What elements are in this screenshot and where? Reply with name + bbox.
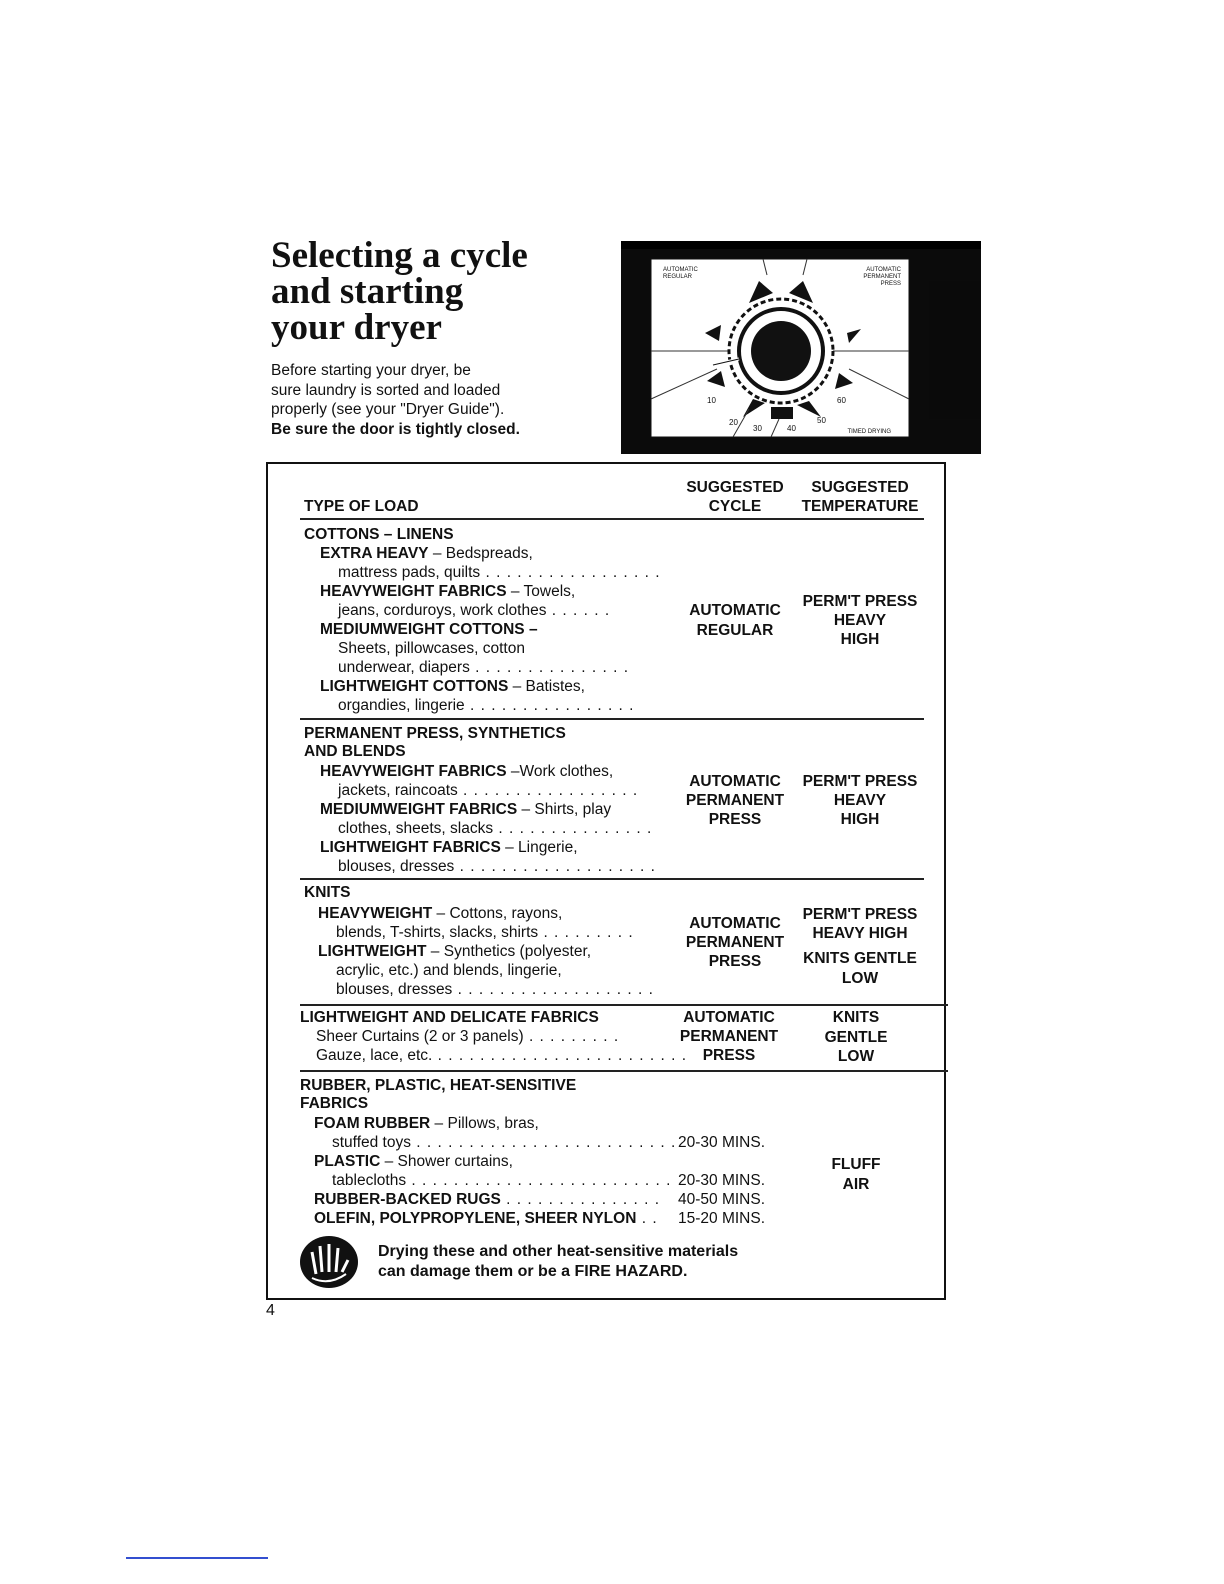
load-text: – Pillows, bras,	[430, 1115, 539, 1132]
load-text: Gauze, lace, etc.	[316, 1047, 433, 1064]
load-term: HEAVYWEIGHT FABRICS	[320, 583, 507, 600]
column-header-temperature: TEMPERATURE	[801, 498, 919, 515]
intro-warning-line: Be sure the door is tightly closed.	[271, 420, 520, 438]
page-title	[271, 235, 591, 348]
load-text: tablecloths	[332, 1172, 407, 1189]
dial-label: AUTOMATIC	[866, 267, 901, 273]
suggested-temperature: PERM'T PRESS	[802, 906, 918, 923]
suggested-temperature: KNITS GENTLE	[803, 950, 917, 967]
load-line	[320, 762, 613, 781]
suggested-cycle: PRESS	[708, 953, 762, 970]
suggested-temperature: HIGH	[840, 631, 880, 648]
load-line	[338, 639, 525, 658]
intro-line: sure laundry is sorted and loaded	[271, 381, 501, 399]
drying-time: 40-50 MINS.	[678, 1191, 766, 1208]
load-text: Sheer Curtains (2 or 3 panels)	[316, 1028, 524, 1045]
load-line: organdies, lingerie . . . . . . . . . . . . . . . .	[338, 697, 635, 714]
column-header-temperature: SUGGESTED	[811, 479, 909, 496]
section-heading: RUBBER, PLASTIC, HEAT-SENSITIVE	[300, 1077, 577, 1094]
load-text: –Work clothes,	[506, 763, 614, 780]
dial-minute-label: 50	[817, 416, 826, 425]
section-heading: PERMANENT PRESS, SYNTHETICS	[304, 725, 566, 742]
suggested-cycle: PRESS	[702, 1047, 756, 1064]
load-text: – Bedspreads,	[428, 545, 533, 562]
drying-time: 15-20 MINS.	[678, 1210, 766, 1227]
suggested-temperature: LOW	[841, 970, 879, 987]
suggested-cycle: REGULAR	[696, 622, 774, 639]
load-term: EXTRA HEAVY	[320, 545, 429, 562]
drying-time: 20-30 MINS.	[678, 1134, 766, 1151]
load-text: acrylic, etc.) and blends, lingerie,	[336, 962, 562, 979]
load-line: blouses, dresses . . . . . . . . . . . . . . . . . . .	[336, 981, 654, 998]
load-line	[318, 942, 591, 961]
load-text: mattress pads, quilts	[338, 564, 481, 581]
suggested-cycle: AUTOMATIC	[689, 773, 781, 790]
suggested-temperature: KNITS	[832, 1009, 880, 1026]
load-line	[314, 1152, 513, 1171]
cycle-selection-table	[266, 462, 946, 1300]
load-text: stuffed toys	[332, 1134, 411, 1151]
load-line: underwear, diapers . . . . . . . . . . . . . . .	[338, 659, 630, 676]
load-term: HEAVYWEIGHT	[318, 905, 433, 922]
suggested-temperature: PERM'T PRESS	[802, 773, 918, 790]
section-heading: KNITS	[304, 884, 351, 901]
dial-minute-label: 60	[837, 396, 846, 405]
suggested-temperature: HEAVY HIGH	[812, 925, 908, 942]
load-line: Gauze, lace, etc. . . . . . . . . . . . . . . . . . . . . . . . .	[316, 1047, 688, 1064]
suggested-cycle: PRESS	[708, 811, 762, 828]
intro-line: Before starting your dryer, be	[271, 362, 471, 379]
load-term: FOAM RUBBER	[314, 1115, 431, 1132]
load-text: Sheets, pillowcases, cotton	[338, 640, 525, 657]
hand-warning-icon	[298, 1234, 360, 1290]
suggested-cycle: AUTOMATIC	[689, 602, 781, 619]
title-line: Selecting a cycle	[271, 235, 528, 276]
load-line	[318, 904, 562, 923]
divider	[300, 1070, 948, 1072]
column-header-cycle: SUGGESTED	[686, 479, 784, 496]
load-line: mattress pads, quilts . . . . . . . . . . . . . . . . .	[338, 564, 661, 581]
load-text: – Batistes,	[508, 678, 585, 695]
dial-label: PRESS	[880, 281, 901, 287]
load-line	[336, 961, 562, 980]
dial-label: AUTOMATIC	[663, 267, 698, 273]
load-text: – Lingerie,	[500, 839, 578, 856]
load-term: LIGHTWEIGHT	[318, 943, 427, 960]
divider	[300, 878, 924, 880]
suggested-cycle: PERMANENT	[679, 1028, 779, 1045]
suggested-cycle: AUTOMATIC	[689, 915, 781, 932]
load-text: – Shirts, play	[517, 801, 612, 818]
suggested-temperature: HIGH	[840, 811, 880, 828]
load-line	[320, 620, 538, 639]
intro-line: properly (see your "Dryer Guide").	[271, 401, 505, 418]
load-line: RUBBER-BACKED RUGS . . . . . . . . . . . . . . .	[314, 1191, 661, 1208]
load-text: – Cottons, rayons,	[432, 905, 563, 922]
load-term: PLASTIC	[314, 1153, 381, 1170]
dial-minute-label: 10	[707, 396, 716, 405]
section-heading: COTTONS – LINENS	[304, 526, 454, 543]
load-line	[314, 1114, 539, 1133]
load-line	[320, 838, 578, 857]
load-line: blouses, dresses . . . . . . . . . . . . . . . . . . .	[338, 858, 656, 875]
suggested-temperature: AIR	[842, 1176, 870, 1193]
load-text: blends, T-shirts, slacks, shirts	[336, 924, 539, 941]
load-line: jackets, raincoats . . . . . . . . . . . . . . . . .	[338, 782, 639, 799]
suggested-temperature: GENTLE	[824, 1029, 888, 1046]
load-line: Sheer Curtains (2 or 3 panels) . . . . . . . . .	[316, 1028, 620, 1045]
suggested-temperature: PERM'T PRESS	[802, 593, 918, 610]
load-line: OLEFIN, POLYPROPYLENE, SHEER NYLON . .	[314, 1210, 658, 1227]
divider	[300, 718, 924, 720]
load-term: RUBBER-BACKED RUGS	[314, 1191, 501, 1208]
dial-minute-label: 30	[753, 424, 762, 433]
load-line	[320, 582, 575, 601]
load-text: jackets, raincoats	[338, 782, 458, 799]
fire-hazard-warning: can damage them or be a FIRE HAZARD.	[378, 1263, 688, 1280]
drying-time: 20-30 MINS.	[678, 1172, 766, 1189]
load-text: jeans, corduroys, work clothes	[338, 602, 547, 619]
divider	[300, 518, 924, 520]
divider	[300, 1004, 948, 1006]
dial-minute-label: 40	[787, 424, 796, 433]
load-line	[320, 677, 585, 696]
load-term: MEDIUMWEIGHT FABRICS	[320, 801, 518, 818]
load-line: stuffed toys . . . . . . . . . . . . . . . . . . . . . . . . .	[332, 1134, 677, 1151]
load-term: LIGHTWEIGHT FABRICS	[320, 839, 501, 856]
suggested-cycle: PERMANENT	[685, 934, 785, 951]
dial-label: REGULAR	[663, 274, 693, 280]
suggested-temperature: HEAVY	[833, 612, 887, 629]
dial-label: PERMANENT	[863, 274, 901, 280]
load-line: blends, T-shirts, slacks, shirts . . . . . . . . .	[336, 924, 634, 941]
intro-text	[271, 361, 601, 439]
load-text: underwear, diapers	[338, 659, 470, 676]
load-term: OLEFIN, POLYPROPYLENE, SHEER NYLON	[314, 1210, 637, 1227]
dryer-control-dial-illustration	[621, 241, 981, 454]
load-term: MEDIUMWEIGHT COTTONS –	[320, 621, 538, 638]
suggested-temperature: HEAVY	[833, 792, 887, 809]
fire-hazard-warning: Drying these and other heat-sensitive materials	[378, 1243, 739, 1260]
column-header-cycle: CYCLE	[708, 498, 762, 515]
load-term: LIGHTWEIGHT COTTONS	[320, 678, 509, 695]
load-line: clothes, sheets, slacks . . . . . . . . . . . . . . .	[338, 820, 653, 837]
load-text: – Towels,	[506, 583, 576, 600]
page-number: 4	[266, 1302, 275, 1319]
section-heading: AND BLENDS	[304, 743, 406, 760]
load-line	[320, 800, 611, 819]
dial-minute-label: 20	[729, 418, 738, 427]
load-line	[320, 544, 533, 563]
load-text: blouses, dresses	[338, 858, 455, 875]
title-line: and starting	[271, 271, 464, 312]
section-heading: FABRICS	[300, 1095, 369, 1112]
column-header-type-of-load: TYPE OF LOAD	[304, 498, 419, 515]
dial-label: TIMED DRYING	[847, 429, 891, 435]
load-text: clothes, sheets, slacks	[338, 820, 494, 837]
title-line: your dryer	[271, 307, 442, 348]
load-text: – Synthetics (polyester,	[426, 943, 592, 960]
suggested-temperature: LOW	[837, 1048, 875, 1065]
suggested-temperature: FLUFF	[831, 1156, 881, 1173]
load-term: HEAVYWEIGHT FABRICS	[320, 763, 507, 780]
suggested-cycle: PERMANENT	[685, 792, 785, 809]
section-tab-marker	[929, 281, 981, 419]
suggested-cycle: AUTOMATIC	[683, 1009, 775, 1026]
load-text: – Shower curtains,	[380, 1153, 513, 1170]
load-text: organdies, lingerie	[338, 697, 465, 714]
load-text: blouses, dresses	[336, 981, 453, 998]
section-heading: LIGHTWEIGHT AND DELICATE FABRICS	[300, 1009, 599, 1026]
load-line: jeans, corduroys, work clothes . . . . . .	[338, 602, 611, 619]
footer-rule	[126, 1557, 268, 1559]
load-line: tablecloths . . . . . . . . . . . . . . . . . . . . . . . . .	[332, 1172, 672, 1189]
